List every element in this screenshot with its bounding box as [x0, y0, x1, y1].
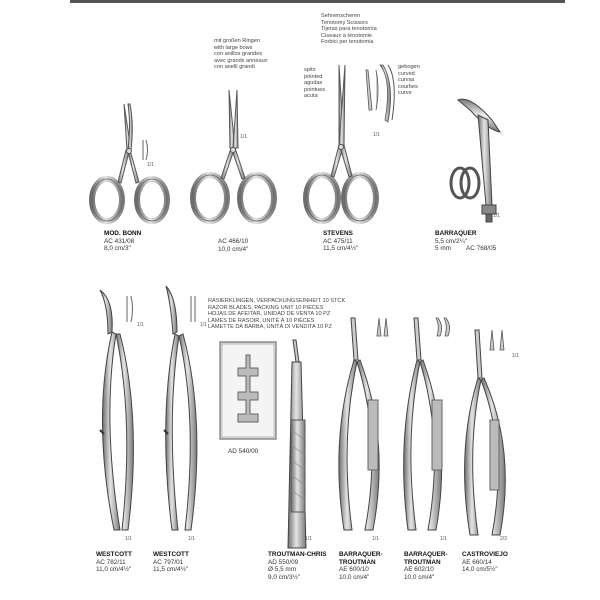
barraquer-troutman-2-label: BARRAQUER- TROUTMAN AE 602/10 10,0 cm/4" — [404, 551, 448, 581]
barraquer-label: BARRAQUER 5,5 cm/2¼" 5 mm AC 768/05 — [435, 230, 497, 253]
barraquer-troutman-1-illustration — [339, 318, 379, 530]
scale-mark: 1/1 — [512, 353, 519, 359]
scale-mark: 1/1 — [493, 213, 500, 219]
scale-mark: 1/1 — [305, 536, 312, 542]
westcott-2-illustration — [164, 286, 197, 530]
stevens-label: STEVENS AC 475/11 11,5 cm/4½" — [323, 230, 359, 253]
scale-mark: 1/1 — [188, 536, 195, 542]
scale-mark: 1/1 — [373, 132, 380, 138]
barraquer-troutman-1-label: BARRAQUER- TROUTMAN AE 600/10 10,0 cm/4" — [339, 551, 383, 581]
razor-blade-illustration — [220, 342, 276, 439]
mod-bonn-scissors-illustration — [92, 104, 167, 221]
razor-note: RASIERKLINGEN, VERPACKUNGSEINHEIT 10 STCK RAZOR BLADES, PACKING UNIT 10 PIECES HOJAS DE AFEITAR, UNIDAD DE VENTA 10 PZ LAMES DE RASOIR, UNITÉ À 10 PIÈCES LAMETTE DA BARBA, UNITÀ DI VENDITA 10 PZ — [208, 298, 346, 331]
scale-mark: 1/1 — [240, 134, 247, 140]
troutman-chris-illustration — [288, 340, 306, 548]
pointed-note: spitz pointed agudas pointues acuta — [304, 67, 326, 100]
scale-mark: 1/1 — [200, 322, 207, 328]
scale-mark: 1/1 — [125, 536, 132, 542]
scale-mark: 1/1 — [147, 162, 154, 168]
blade-label: AD 540/00 — [228, 448, 259, 455]
troutman-chris-label: TROUTMAN-CHRIS AD 550/09 Ø 5,5 mm 9,0 cm/3½" — [268, 551, 327, 581]
westcott-1-label: WESTCOTT AC 782/11 11,0 cm/4½" — [96, 551, 132, 574]
westcott-2-label: WESTCOTT AC 797/01 11,5 cm/4½" — [153, 551, 189, 574]
mod-bonn-label: MOD. BONN AC 431/08 8,0 cm/3" — [104, 230, 142, 253]
barraquer-speculum-illustration — [451, 99, 500, 222]
rings-note: mit großen Ringen with large bows con anillos grandes avec grands anneaux con anelli grandi — [214, 38, 268, 71]
scale-mark: 2/3 — [500, 536, 507, 542]
curved-note: gebogen curved curvas courbes curve — [398, 64, 420, 97]
barraquer-troutman-2-illustration — [404, 318, 442, 530]
scale-mark: 1/1 — [440, 536, 447, 542]
scale-mark: 1/1 — [137, 322, 144, 328]
ac-466-scissors-illustration — [193, 90, 274, 221]
scale-mark: 1/1 — [372, 536, 379, 542]
tenotomy-note: Sehnenscheren Tenotomy Scissors Tijeras para tenotomía Ciseaux à ténotomie Forbici per tenotomia — [321, 13, 377, 46]
castroviejo-label: CASTROVIEJO AE 660/14 14,0 cm/5½" — [462, 551, 508, 574]
ac-466-label: AC 466/10 10,0 cm/4" — [218, 238, 249, 253]
castroviejo-illustration — [465, 330, 506, 535]
westcott-1-illustration — [100, 290, 133, 530]
